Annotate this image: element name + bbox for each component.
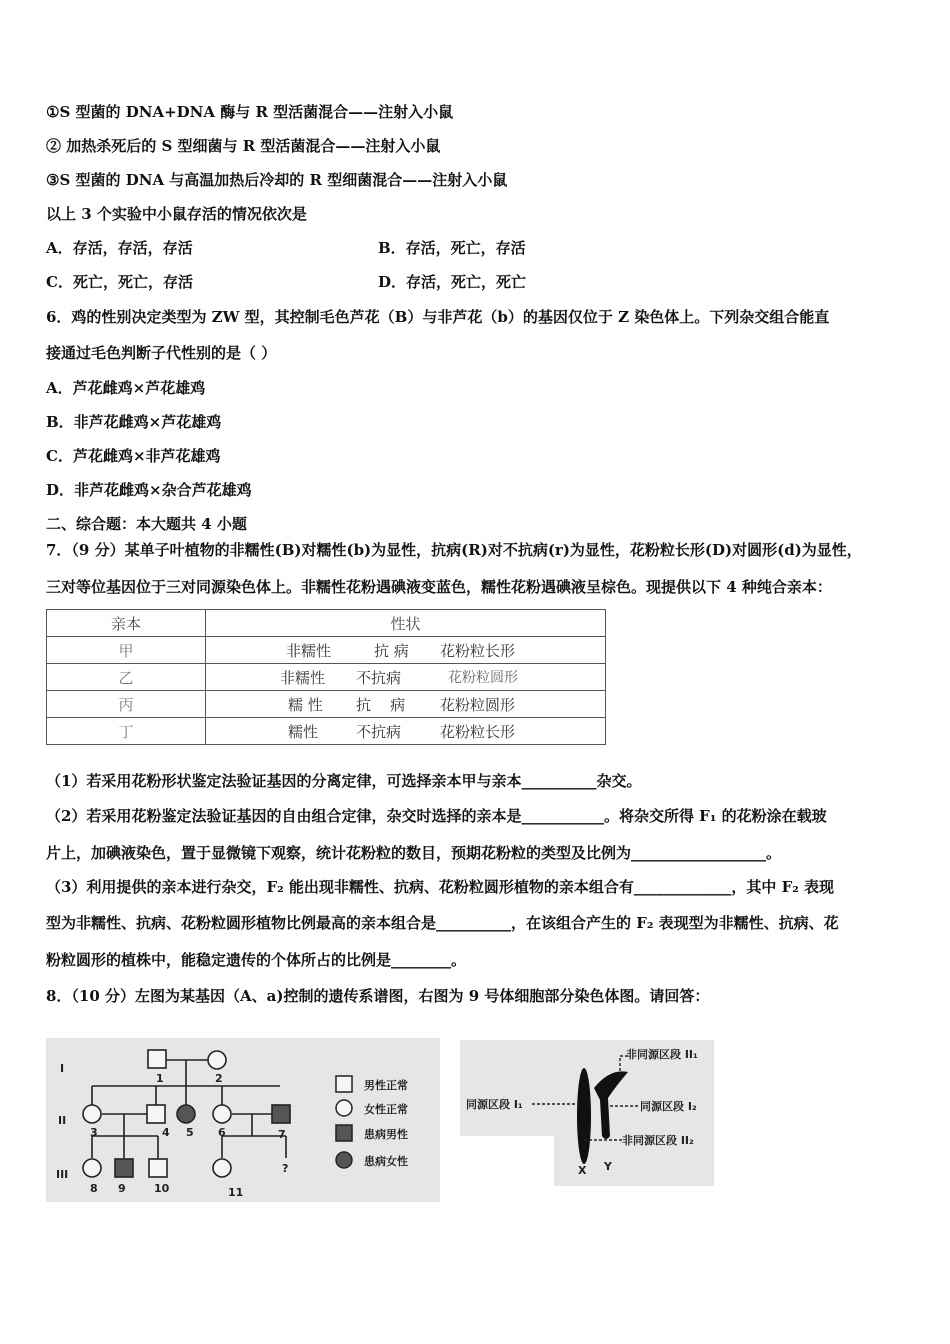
row-name: 丁 [47,718,206,745]
table-row [47,637,606,664]
experiment-2: ② 加热杀死后的 S 型细菌与 R 型活菌混合——注射入小鼠 [46,137,441,155]
gen-label-3: III [56,1168,69,1181]
person-2 [208,1051,226,1069]
trait-disease: 抗 病 [374,642,409,660]
q5-option-d[interactable]: D．存活，死亡，死亡 [378,273,527,291]
header-parent: 亲本 [47,610,206,637]
num-6: 6 [218,1126,226,1139]
person-4 [147,1105,165,1123]
num-4: 4 [162,1126,170,1139]
num-1: 1 [156,1072,164,1085]
experiment-1: ①S 型菌的 DNA+DNA 酶与 R 型活菌混合——注射入小鼠 [46,103,454,121]
label-nonhomologous-2: 非同源区段 II₂ [622,1134,694,1147]
gen-label-1: I [60,1062,65,1075]
num-7: 7 [278,1128,286,1141]
table-header-row [47,610,606,637]
pedigree-svg [46,1038,440,1202]
person-10 [149,1159,167,1177]
trait-waxy: 糯性 [288,723,319,741]
row-name: 丙 [47,691,206,718]
trait-disease: 不抗病 [356,723,402,741]
legend-affected-male: 患病男性 [364,1128,408,1141]
person-9 [115,1159,133,1177]
q7-sub-2-line-1: （2）若采用花粉鉴定法验证基因的自由组合定律，杂交时选择的亲本是___________。将杂交所得 F₁ 的花粉涂在载玻 [46,807,827,825]
q6-line-1: 6．鸡的性别决定类型为 ZW 型，其控制毛色芦花（B）与非芦花（b）的基因仅位于 Z 染色体上。下列杂交组合能直 [46,308,830,326]
table-row [47,664,606,691]
legend-affected-male-icon [336,1125,352,1141]
gen-label-2: II [58,1114,67,1127]
label-homologous-2: 同源区段 I₂ [640,1100,697,1113]
q8-line-1: 8．（10 分）左图为某基因（A、a)控制的遗传系谱图，右图为 9 号体细胞部分染色体图。请回答： [46,987,710,1005]
person-7 [272,1105,290,1123]
q7-sub-3-line-1: （3）利用提供的亲本进行杂交，F₂ 能出现非糯性、抗病、花粉粒圆形植物的亲本组合有_____________，其中 F₂ 表现 [46,878,835,896]
num-10: 10 [154,1182,170,1195]
q7-sub-3-line-3: 粉粒圆形的植株中，能稳定遗传的个体所占的比例是________。 [46,951,467,969]
trait-pollen: 花粉粒长形 [440,642,516,660]
q7-sub-1: （1）若采用花粉形状鉴定法验证基因的分离定律，可选择亲本甲与亲本__________杂交。 [46,772,642,790]
trait-disease: 抗 病 [356,696,406,714]
q6-option-d[interactable]: D．非芦花雌鸡×杂合芦花雄鸡 [46,481,252,499]
q7-sub-2-line-2: 片上，加碘液染色，置于显微镜下观察，统计花粉粒的数目，预期花粉粒的类型及比例为__________________。 [46,844,782,862]
row-traits [206,718,606,745]
q6-option-a[interactable]: A．芦花雌鸡×芦花雄鸡 [46,379,206,397]
legend-affected-female: 患病女性 [364,1155,408,1168]
q6-option-b[interactable]: B．非芦花雌鸡×芦花雄鸡 [46,413,222,431]
num-9: 9 [118,1182,126,1195]
num-11: 11 [228,1186,244,1199]
num-3: 3 [90,1126,98,1139]
q5-stem: 以上 3 个实验中小鼠存活的情况依次是 [46,205,307,223]
row-traits [206,691,606,718]
row-name: 甲 [47,637,206,664]
experiment-3: ③S 型菌的 DNA 与高温加热后冷却的 R 型细菌混合——注射入小鼠 [46,171,508,189]
person-6 [213,1105,231,1123]
row-traits [206,664,606,691]
chromosome-figure [460,1040,714,1186]
trait-pollen: 花粉粒圆形 [448,670,518,686]
q7-line-2: 三对等位基因位于三对同源染色体上。非糯性花粉遇碘液变蓝色，糯性花粉遇碘液呈棕色。现提供以下 4 种纯合亲本： [46,578,832,596]
legend-normal-male-icon [336,1076,352,1092]
pedigree-figure [46,1038,440,1202]
legend-affected-female-icon [336,1152,352,1168]
trait-waxy: 非糯性 [280,669,326,687]
q6-line-2: 接通过毛色判断子代性别的是（ ） [46,344,277,362]
person-8 [83,1159,101,1177]
unknown-child: ? [282,1162,289,1175]
q6-option-c[interactable]: C．芦花雌鸡×非芦花雄鸡 [46,447,221,465]
num-2: 2 [215,1072,223,1085]
q7-line-1: 7．（9 分）某单子叶植物的非糯性(B)对糯性(b)为显性，抗病(R)对不抗病(r)为显性，花粉粒长形(D)对圆形(d)为显性， [46,541,862,559]
row-traits [206,637,606,664]
trait-disease: 不抗病 [356,669,402,687]
trait-waxy: 糯 性 [288,696,323,714]
trait-waxy: 非糯性 [286,642,332,660]
parent-traits-table [46,609,606,745]
table-row [47,691,606,718]
q7-sub-3-line-2: 型为非糯性、抗病、花粉粒圆形植物比例最高的亲本组合是__________，在该组合产生的 F₂ 表现型为非糯性、抗病、花 [46,914,839,932]
label-y: Y [604,1160,612,1173]
legend-normal-female: 女性正常 [364,1103,408,1116]
legend-normal-male: 男性正常 [364,1079,408,1092]
person-1 [148,1050,166,1068]
trait-pollen: 花粉粒长形 [440,723,516,741]
table-row [47,718,606,745]
trait-pollen: 花粉粒圆形 [440,696,516,714]
q5-option-c[interactable]: C．死亡，死亡，存活 [46,273,193,291]
header-traits: 性状 [206,610,606,637]
person-11 [213,1159,231,1177]
q5-option-b[interactable]: B．存活，死亡，存活 [378,239,526,257]
person-5 [177,1105,195,1123]
num-5: 5 [186,1126,194,1139]
section-2-heading: 二、综合题：本大题共 4 小题 [46,515,247,533]
row-name: 乙 [47,664,206,691]
person-3 [83,1105,101,1123]
x-chromosome [577,1068,591,1164]
label-homologous-1: 同源区段 I₁ [466,1098,523,1111]
q5-option-a[interactable]: A．存活，存活，存活 [46,239,193,257]
label-nonhomologous-1: 非同源区段 II₁ [626,1048,698,1061]
label-x: X [578,1164,587,1177]
num-8: 8 [90,1182,98,1195]
legend-normal-female-icon [336,1100,352,1116]
